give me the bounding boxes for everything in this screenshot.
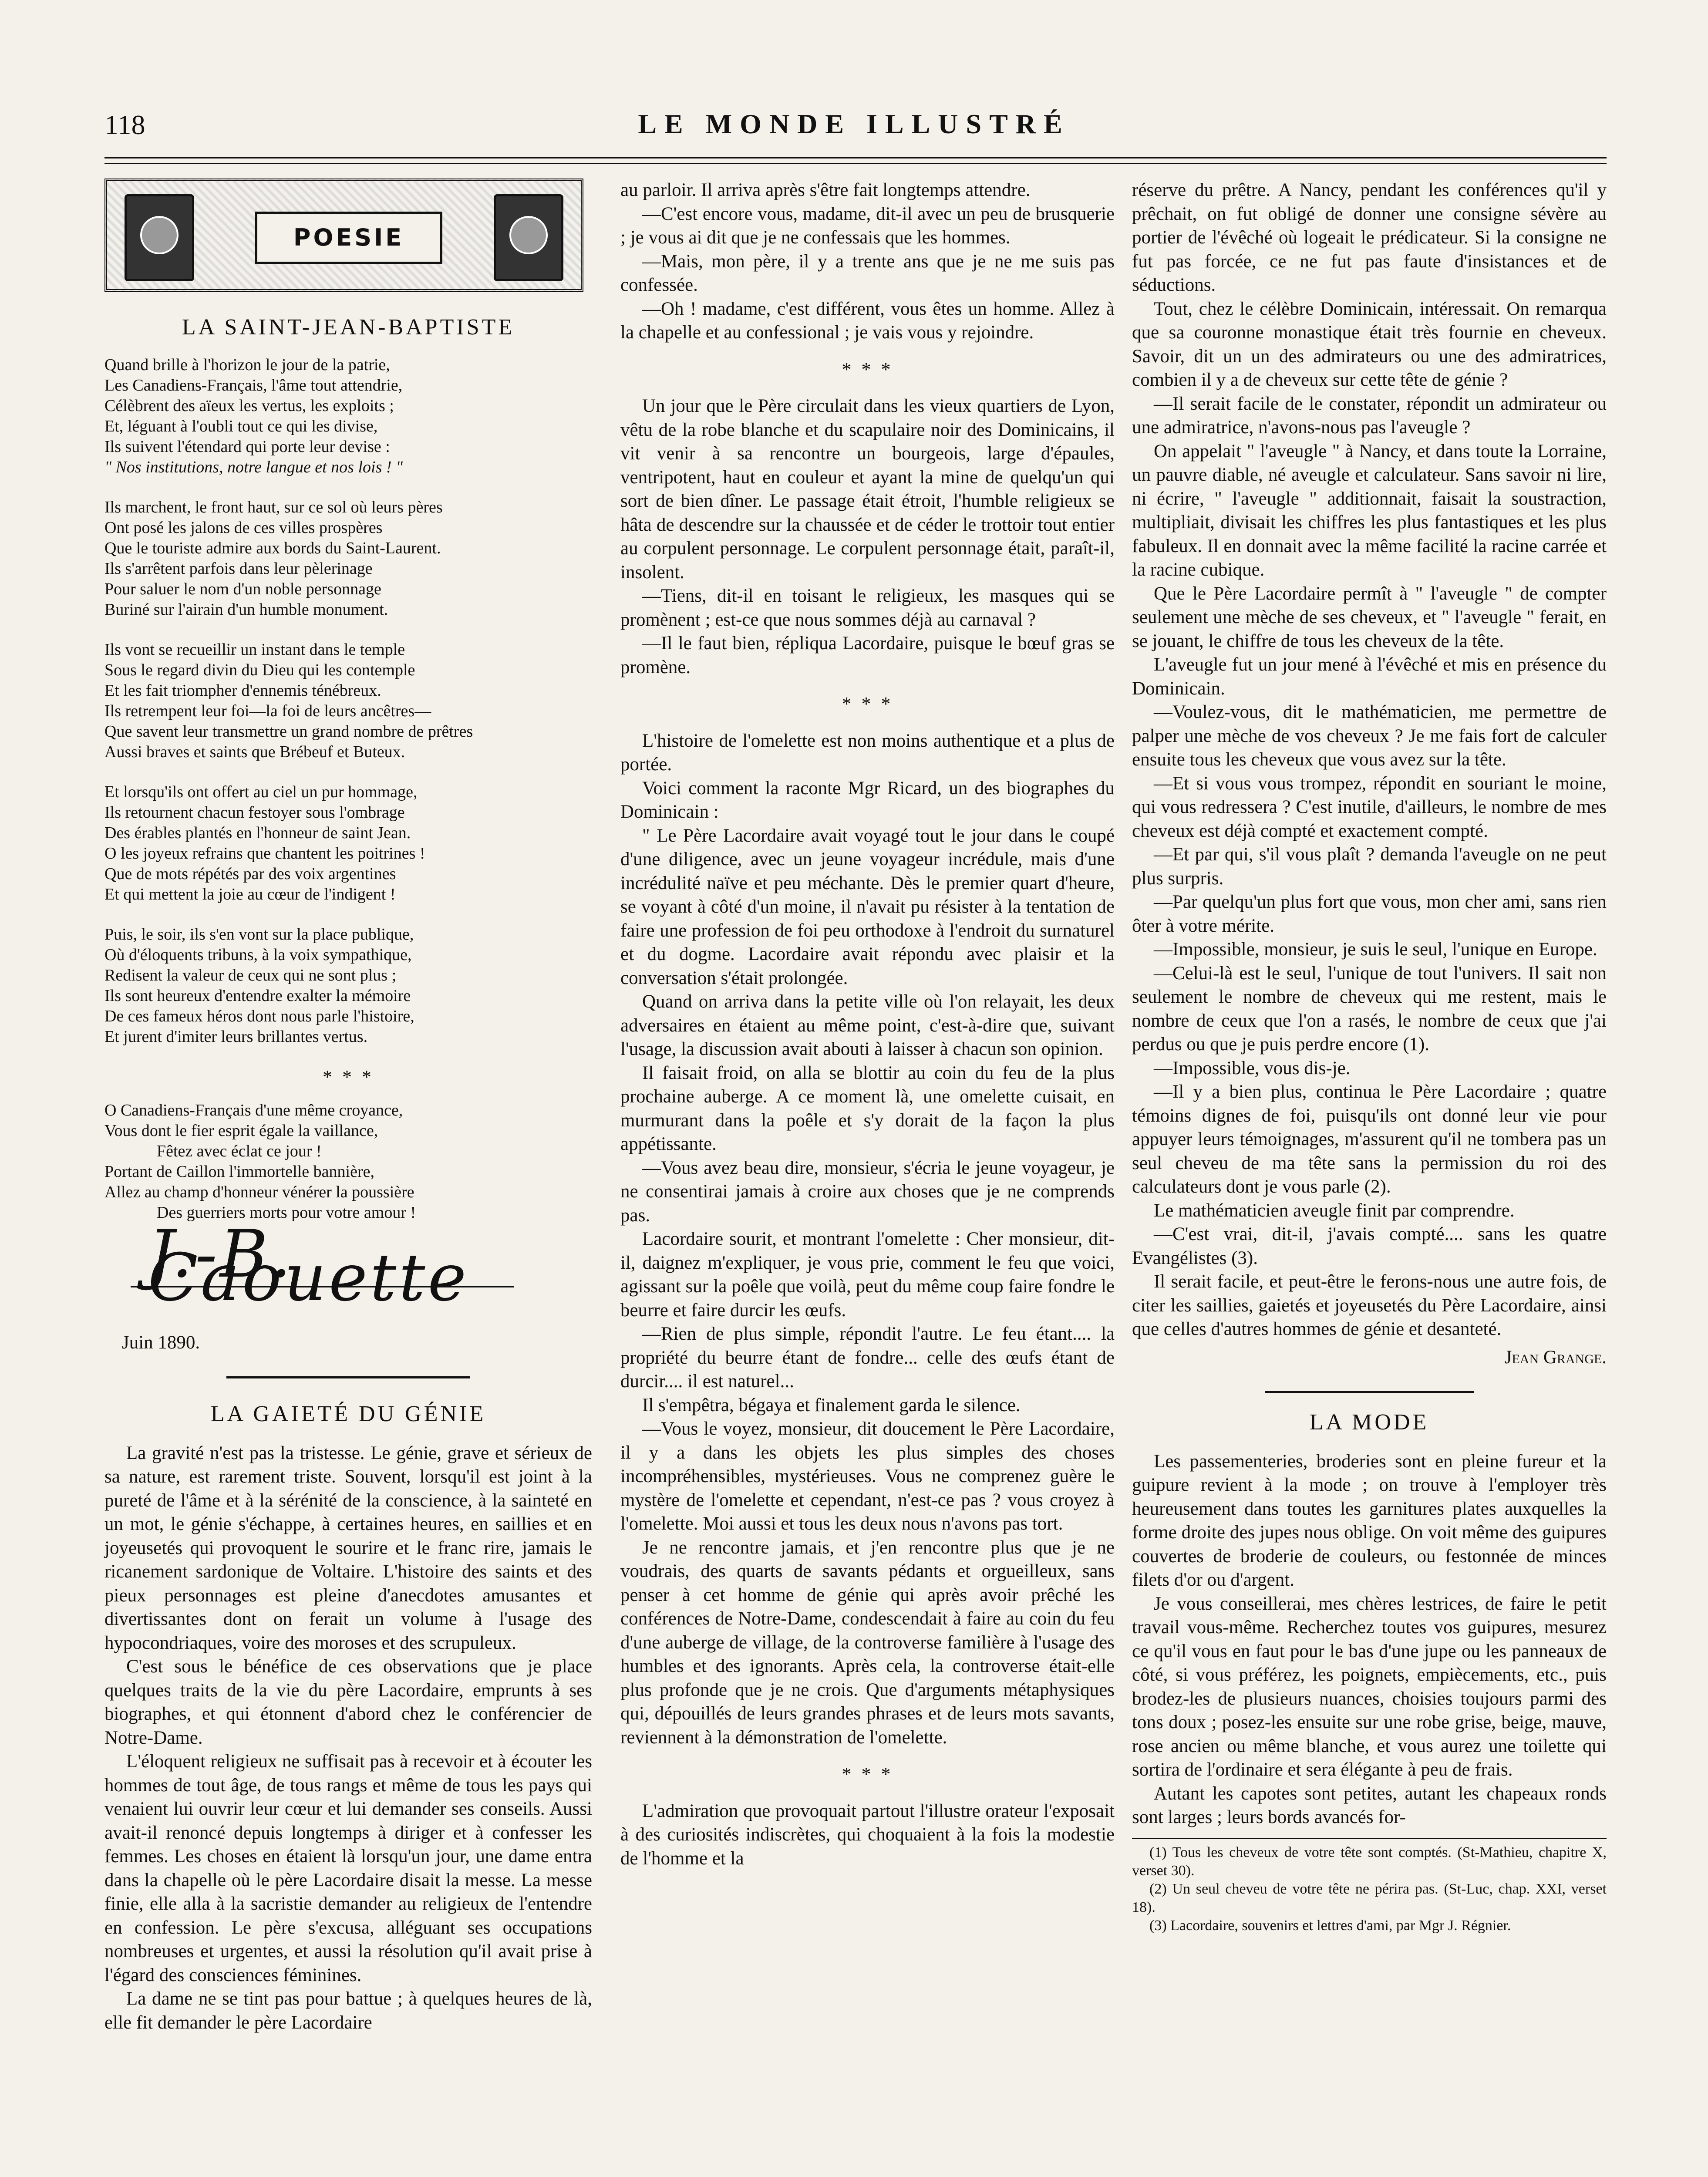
article-paragraph: —Voulez-vous, dit le mathématicien, me permettre de palper une mèche de vos cheveux ? Je me fais fort de calculer ensuite tous les cheveux que vous avez sur la tête. <box>1132 702 1607 770</box>
poem-line: O les joyeux refrains que chantent les poitrines ! <box>104 844 425 863</box>
article-paragraph: —Impossible, vous dis-je. <box>1154 1058 1351 1078</box>
banner-label: POESIE <box>255 212 442 264</box>
poem-line: Sous le regard divin du Dieu qui les contemple <box>104 661 415 679</box>
poem-line: Ils vont se recueillir un instant dans le temple <box>104 640 405 659</box>
footnote: (2) Un seul cheveu de votre tête ne périra pas. (St-Luc, chap. XXI, verset 18). <box>1132 1880 1607 1915</box>
article-paragraph: —Il le faut bien, répliqua Lacordaire, puisque le bœuf gras se promène. <box>620 633 1115 677</box>
poem-line: Ils sont heureux d'entendre exalter la mémoire <box>104 986 411 1005</box>
poem-line: Des érables plantés en l'honneur de saint Jean. <box>104 823 411 842</box>
poem-stanza <box>104 355 592 478</box>
article-paragraph: —Tiens, dit-il en toisant le religieux, les masques qui se promènent ; est-ce que nous sommes déjà au carnaval ? <box>620 586 1115 630</box>
page-number: 118 <box>104 109 145 140</box>
poem-line: Et, léguant à l'oubli tout ce qui les divise, <box>104 417 378 435</box>
article-title: LA GAIETÉ DU GÉNIE <box>210 1402 486 1426</box>
poem <box>104 355 592 1223</box>
article-paragraph: Autant les capotes sont petites, autant les chapeaux ronds sont larges ; leurs bords avancés for- <box>1132 1783 1607 1827</box>
article-paragraph: L'aveugle fut un jour mené à l'évêché et mis en présence du Dominicain. <box>1132 654 1607 699</box>
article-paragraph: Quand on arriva dans la petite ville où l'on relayait, les deux adversaires en étaient au même point, c'est-à-dire que, suivant l'usage, la discussion avait abouti à laisser à chacun son opinion. <box>620 991 1115 1059</box>
poem-line: Pour saluer le nom d'un noble personnage <box>104 580 381 598</box>
poem-line: " Nos institutions, notre langue et nos lois ! " <box>104 458 403 476</box>
article-paragraph: Les passementeries, broderies sont en pleine fureur et la guipure revient à la mode ; on trouve à l'employer très heureusement dans toutes les garnitures plates auxquelles la forme droite des jupes nous oblige. On voit même des guipures couvertes de broderie de couleurs, ou festonnée de minces filets d'or ou d'argent. <box>1132 1451 1607 1590</box>
article-paragraph: Je vous conseillerai, mes chères lestrices, de faire le petit travail vous-même. Recherchez toutes vos guipures, mesurez ce qu'il vous en faut pour le bas d'une jupe ou les panneaux de côté, si vous préférez, les poignets, empiècements, etc., puis brodez-les de plusieurs nuances, choisies toujours parmi des tons doux ; posez-les ensuite sur une robe grise, beige, mauve, rose ancien ou même blanche, et vous aurez une toilette qui sortira de l'ordinaire et sera élégante à peu de frais. <box>1132 1593 1607 1780</box>
poem-line: Vous dont le fier esprit égale la vaillance, <box>104 1121 378 1140</box>
article-paragraph: Lacordaire sourit, et montrant l'omelette : Cher monsieur, dit-il, daignez m'expliquer, je vous prie, comment le feu que voici, agissant sur la poêle que voilà, peut du même coup faire fondre le beurre et faire durcir les œufs. <box>620 1229 1115 1321</box>
poem-line: Portant de Caillon l'immortelle bannière, <box>104 1162 374 1181</box>
poem-line: Buriné sur l'airain d'un humble monument. <box>104 600 388 619</box>
poem-line: Ils marchent, le front haut, sur ce sol où leurs pères <box>104 498 443 516</box>
poem-line: Et jurent d'imiter leurs brillantes vertus. <box>104 1027 368 1046</box>
article-paragraph: —C'est encore vous, madame, dit-il avec un peu de brusquerie ; je vous ai dit que je ne confessais que les hommes. <box>620 203 1115 248</box>
poem-line: Fêtez avec éclat ce jour ! <box>157 1142 322 1160</box>
poem-line: Aussi braves et saints que Brébeuf et Buteux. <box>104 742 405 761</box>
poem-line: Et qui mettent la joie au cœur de l'indigent ! <box>104 885 396 903</box>
section-rule <box>1265 1391 1474 1393</box>
section-stars: * * * <box>842 358 893 380</box>
author-signature: J.-B. Caouette <box>148 1216 469 1316</box>
section-rule <box>226 1376 470 1378</box>
column-3 <box>1132 179 1607 1935</box>
article-paragraph: L'admiration que provoquait partout l'illustre orateur l'exposait à des curiosités indiscrètes, qui choquaient à la fois la modestie de l'homme et la <box>620 1800 1115 1869</box>
poem-line: Et lorsqu'ils ont offert au ciel un pur hommage, <box>104 782 418 801</box>
article-paragraph: au parloir. Il arriva après s'être fait longtemps attendre. <box>620 180 1031 200</box>
poem-line: Ils retournent chacun festoyer sous l'ombrage <box>104 803 405 822</box>
footnotes <box>1132 1838 1607 1935</box>
article-paragraph: Voici comment la raconte Mgr Ricard, un des biographes du Dominicain : <box>620 778 1115 822</box>
article-paragraph: —Oh ! madame, c'est différent, vous êtes un homme. Allez à la chapelle et au confessional ; je vais vous y rejoindre. <box>620 298 1115 343</box>
article-paragraph: Je ne rencontre jamais, et j'en rencontre plus que je ne voudrais, des quarts de savants pédants et orgueilleux, sans penser à cet homme de génie qui après avoir prêché les conférences de Notre-Dame, condescendait à faire au coin du feu d'une auberge de village, de la controverse familière à l'usage des humbles et des ignorants. Après cela, la controverse était-elle plus profonde que je ne crois. Que d'arguments métaphysiques qui, dépouillés de leurs grandes phrases et de leurs mots savants, reviennent à la démonstration de l'omelette. <box>620 1537 1115 1748</box>
poem-line: Célèbrent des aïeux les vertus, les exploits ; <box>104 396 394 415</box>
poem-line: De ces fameux héros dont nous parle l'histoire, <box>104 1007 414 1025</box>
article-paragraph: C'est sous le bénéfice de ces observations que je place quelques traits de la vie du père Lacordaire, emprunts à ses biographes, et qui étonnent d'abord chez le conférencier de Notre-Dame. <box>104 1656 592 1748</box>
poem-line: Ils suivent l'étendard qui porte leur devise : <box>104 437 390 456</box>
poem-line: Des guerriers morts pour votre amour ! <box>157 1203 416 1222</box>
header-rule <box>104 157 1607 158</box>
article-paragraph: —Impossible, monsieur, je suis le seul, l'unique en Europe. <box>1154 939 1597 960</box>
stamp-icon <box>125 194 194 281</box>
poem-line: Puis, le soir, ils s'en vont sur la place publique, <box>104 925 414 944</box>
article-paragraph: réserve du prêtre. A Nancy, pendant les conférences qu'il y prêchait, on fut obligé de donner une consigne sévère au portier de l'évêché où logeait le prédicateur. Si la consigne ne fut pas forcée, ce ne fut pas faute d'insistances et de séductions. <box>1132 180 1607 295</box>
section-stars: * * * <box>842 693 893 714</box>
poem-line: Allez au champ d'honneur vénérer la poussière <box>104 1183 414 1201</box>
article-paragraph: —Il serait facile de le constater, répondit un admirateur ou une admiratrice, n'avons-nous pas l'aveugle ? <box>1132 393 1607 438</box>
article-paragraph: Tout, chez le célèbre Dominicain, intéressait. On remarqua que sa couronne monastique était très fournie en cheveux. Savoir, dit un un des admirateurs ou une des admiratrices, combien il y a de cheveux sur cette tête de génie ? <box>1132 298 1607 390</box>
article-paragraph: —Celui-là est le seul, l'unique de tout l'univers. Il sait non seulement le nombre de cheveux qui me restent, mais le nombre de ceux que l'on a rasés, le nombre de ceux que j'ai perdus ou que je puis perdre encore (1). <box>1132 963 1607 1055</box>
mode-title: LA MODE <box>1309 1410 1429 1435</box>
article-author: Jean Grange. <box>1504 1347 1607 1368</box>
footnote: (1) Tous les cheveux de votre tête sont comptés. (St-Mathieu, chapitre X, verset 30). <box>1132 1844 1607 1879</box>
poem-date: Juin 1890. <box>122 1332 200 1353</box>
article-paragraph: —Mais, mon père, il y a trente ans que je ne me suis pas confessée. <box>620 251 1115 295</box>
article-paragraph: —Vous avez beau dire, monsieur, s'écria le jeune voyageur, je ne consentirai jamais à croire aux choses que je ne comprends pas. <box>620 1157 1115 1226</box>
article-paragraph: Que le Père Lacordaire permît à " l'aveugle " de compter seulement une mèche de ses cheveux, et " l'aveugle " ferait, en se jouant, le chiffre de tous les cheveux de la tête. <box>1132 583 1607 651</box>
section-stars: * * * <box>323 1066 374 1088</box>
article-paragraph: L'histoire de l'omelette est non moins authentique et a plus de portée. <box>620 730 1115 775</box>
poem-stanza <box>104 1100 592 1223</box>
poem-line: Ils retrempent leur foi—la foi de leurs ancêtres— <box>104 701 431 720</box>
header-rule-thin <box>104 163 1607 164</box>
poem-line: Où d'éloquents tribuns, à la voix sympathique, <box>104 945 412 964</box>
footnote: (3) Lacordaire, souvenirs et lettres d'ami, par Mgr J. Régnier. <box>1149 1917 1511 1934</box>
column-1 <box>104 179 592 2035</box>
stamp-icon <box>494 194 563 281</box>
masthead: LE MONDE ILLUSTRÉ <box>638 108 1070 139</box>
article-paragraph: La gravité n'est pas la tristesse. Le génie, grave et sérieux de sa nature, est rarement triste. Souvent, lorsqu'il est joint à la pureté de l'âme et à la sérénité de la conscience, à la sainteté en un mot, le génie s'échappe, à certaines heures, en saillies et en joyeusetés qui provoquent le sourire et le franc rire, jamais le ricanement sardonique de Voltaire. L'histoire des saints et des pieux personnages est pleine d'anecdotes amusantes et divertissantes dont on ferait un volume à l'usage des hypocondriaques, voire des moroses et des scrupuleux. <box>104 1442 592 1653</box>
article-paragraph: Il s'empêtra, bégaya et finalement garda le silence. <box>642 1395 1021 1415</box>
poem-line: Ont posé les jalons de ces villes prospères <box>104 518 383 537</box>
poem-line: Que savent leur transmettre un grand nombre de prêtres <box>104 722 473 741</box>
article-paragraph: On appelait " l'aveugle " à Nancy, et dans toute la Lorraine, un pauvre diable, né aveugle et calculateur. Sans savoir ni lire, ni écrire, " l'aveugle " additionnait, faisait la soustraction, multipliait, divisait les chiffres les plus fantastiques et les plus fabuleux. Il en donnait avec la même facilité la racine carrée et la racine cubique. <box>1132 441 1607 580</box>
poem-stanza <box>104 497 592 620</box>
article-paragraph: —Et si vous vous trompez, répondit en souriant le moine, qui vous redressera ? C'est inutile, d'ailleurs, le nombre de mes cheveux est déjà compté et exactement compté. <box>1132 773 1607 841</box>
article-paragraph: Il serait facile, et peut-être le ferons-nous une autre fois, de citer les saillies, gaietés et joyeusetés du Père Lacordaire, ainsi que celles d'autres hommes de génie et desanteté. <box>1132 1271 1607 1339</box>
poem-line: Ils s'arrêtent parfois dans leur pèlerinage <box>104 559 373 578</box>
article-paragraph: —Vous le voyez, monsieur, dit doucement le Père Lacordaire, il y a dans les objets les plus simples des choses incompréhensibles, mystérieuses. Vous ne comprenez guère le mystère de l'omelette et cependant, n'est-ce pas ? vous croyez à l'omelette. Moi aussi et tous les deux nous n'avons pas tort. <box>620 1419 1115 1534</box>
article-paragraph: L'éloquent religieux ne suffisait pas à recevoir et à écouter les hommes de tout âge, de tous rangs et même de tous les pays qui venaient lui ouvrir leur cœur et lui demander ses conseils. Aussi avait-il renoncé depuis longtemps à diriger et à confesser les femmes. Les choses en étaient là lorsqu'un jour, une dame entra dans la chapelle où le père Lacordaire disait la messe. La messe finie, elle alla à la sacristie demander au religieux de l'entendre en confession. Le père s'excusa, alléguant ses occupations nombreuses et urgentes, et aussi la résolution qu'il avait prise à l'égard des consciences féminines. <box>104 1751 592 1985</box>
poem-line: Et les fait triompher d'ennemis ténébreux. <box>104 681 381 700</box>
poem-stanza <box>104 924 592 1047</box>
article-paragraph: Il faisait froid, on alla se blottir au coin du feu de la plus prochaine auberge. A ce moment là, une omelette cuisait, en murmurant dans la poêle et s'y dorait de la façon la plus appétissante. <box>620 1062 1115 1154</box>
poem-line: Que de mots répétés par des voix argentines <box>104 864 396 883</box>
poem-line: Quand brille à l'horizon le jour de la patrie, <box>104 355 390 374</box>
article-paragraph: —Par quelqu'un plus fort que vous, mon cher ami, sans rien ôter à votre mérite. <box>1132 892 1607 936</box>
article-paragraph: —Il y a bien plus, continua le Père Lacordaire ; quatre témoins dignes de foi, puisqu'ils ont donné leur vie pour appuyer leurs témoignages, m'assurent qu'il ne tombera pas un seul cheveu de ma tête sans la permission du roi des calculateurs dont je vous parle (2). <box>1132 1082 1607 1197</box>
column-2 <box>620 179 1115 1870</box>
poem-line: Redisent la valeur de ceux qui ne sont plus ; <box>104 966 397 984</box>
article-paragraph: —Rien de plus simple, répondit l'autre. Le feu étant.... la propriété du beurre étant de fondre... celle des œufs étant de durcir.... il est naturel... <box>620 1324 1115 1392</box>
article-paragraph: La dame ne se tint pas pour battue ; à quelques heures de là, elle fit demander le père Lacordaire <box>104 1988 592 2033</box>
article-paragraph: Le mathématicien aveugle finit par comprendre. <box>1154 1200 1515 1221</box>
article-paragraph: Un jour que le Père circulait dans les vieux quartiers de Lyon, vêtu de la robe blanche et du scapulaire noir des Dominicains, il vit venir à sa rencontre un bourgeois, large d'épaules, ventripotent, haut en couleur et ayant la mine de quelqu'un qui sort de bien dîner. Le passage était étroit, l'humble religieux se hâta de descendre sur la chaussée et de céder le trottoir tout entier au corpulent personnage. Le corpulent personnage était, paraît-il, insolent. <box>620 396 1115 583</box>
article-paragraph: —C'est vrai, dit-il, j'avais compté.... sans les quatre Evangélistes (3). <box>1132 1224 1607 1268</box>
poesie-banner <box>104 179 583 292</box>
poem-stanza <box>104 782 592 905</box>
poem-line: Les Canadiens-Français, l'âme tout attendrie, <box>104 376 403 394</box>
poem-stanza <box>104 640 592 762</box>
article-paragraph: " Le Père Lacordaire avait voyagé tout le jour dans le coupé d'une diligence, avec un jeune voyageur incrédule, mais d'une incrédulité naïve et peu méchante. Dès le premier quart d'heure, se voyant à côté d'un moine, il n'avait pu résister à la tentation de faire une profession de foi peu orthodoxe à l'endroit du surnaturel et du dogme. Lacordaire avait répondu avec plaisir et la conversation s'était prolongée. <box>620 825 1115 988</box>
section-stars: * * * <box>842 1763 893 1785</box>
article-paragraph: —Et par qui, s'il vous plaît ? demanda l'aveugle on ne peut plus surpris. <box>1132 844 1607 889</box>
poem-title: LA SAINT-JEAN-BAPTISTE <box>182 315 515 340</box>
poem-line: Que le touriste admire aux bords du Saint-Laurent. <box>104 539 441 557</box>
poem-line: O Canadiens-Français d'une même croyance, <box>104 1101 403 1119</box>
